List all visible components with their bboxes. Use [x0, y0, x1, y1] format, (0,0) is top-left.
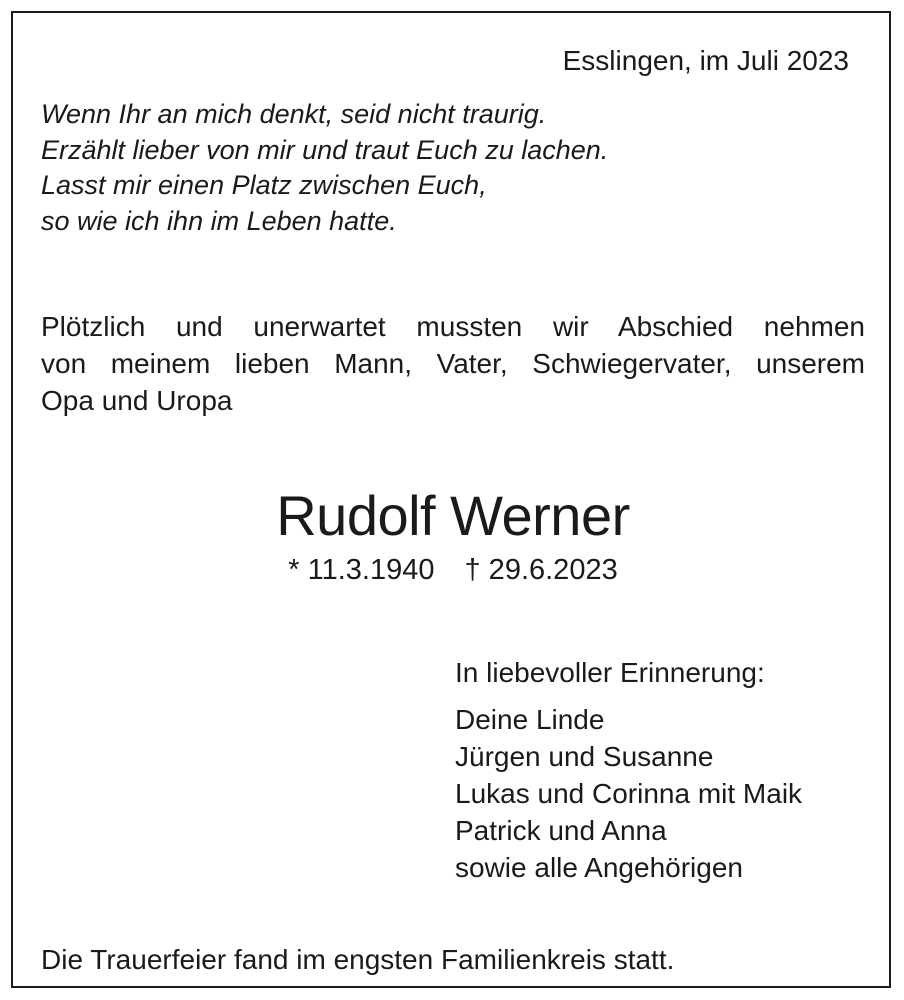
life-dates [13, 550, 893, 590]
deceased-name: Rudolf Werner [276, 484, 630, 547]
announcement-line: von meinem lieben Mann, Vater, Schwiegervater, unserem [41, 348, 865, 379]
poem-line: Lasst mir einen Platz zwischen Euch, [41, 170, 487, 200]
announcement-text [41, 308, 865, 419]
poem-line: Erzählt lieber von mir und traut Euch zu lachen. [41, 134, 609, 165]
remembrance-heading: In liebevoller Erinnerung: [455, 657, 765, 688]
mourner-entry: Patrick und Anna [455, 815, 667, 846]
announcement-line: Plötzlich und unerwartet mussten wir Abschied nehmen [41, 311, 865, 342]
birth-date: * 11.3.1940 [288, 554, 435, 586]
funeral-note: Die Trauerfeier fand im engsten Familienkreis statt. [41, 944, 675, 975]
mourner-entry: Jürgen und Susanne [455, 741, 714, 772]
poem-line: Wenn Ihr an mich denkt, seid nicht traurig. [41, 99, 547, 129]
mourner-entry: sowie alle Angehörigen [455, 852, 743, 883]
mourner-entry: Lukas und Corinna mit Maik [455, 778, 803, 809]
remembrance-block [455, 655, 802, 886]
poem [41, 97, 608, 239]
place-date: Esslingen, im Juli 2023 [562, 45, 849, 76]
announcement-line: Opa und Uropa [41, 385, 233, 416]
death-date: † 29.6.2023 [464, 554, 618, 586]
poem-line: so wie ich ihn im Leben hatte. [41, 205, 397, 236]
mourner-entry: Deine Linde [455, 704, 605, 735]
obituary-border [11, 11, 891, 988]
